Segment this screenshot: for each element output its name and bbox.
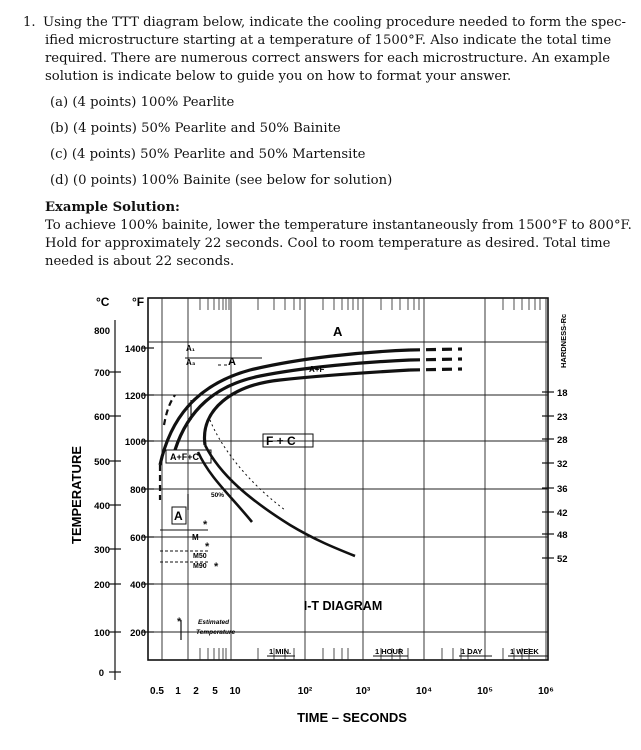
f-label-600: 600	[130, 533, 146, 544]
part-a: (a) (4 points) 100% Pearlite	[50, 95, 235, 110]
marker-1min: 1 MIN.	[269, 647, 292, 656]
x-tick-labels	[150, 686, 554, 697]
svg-text:*: *	[214, 561, 219, 573]
f-label-1000: 1000	[124, 437, 146, 448]
x-label-0-5: 0.5	[150, 686, 164, 697]
part-b: (b) (4 points) 50% Pearlite and 50% Bainite	[50, 121, 341, 136]
part-c: (c) (4 points) 50% Pearlite and 50% Martensite	[50, 147, 366, 162]
question-line-4: solution is indicate below to guide you on how to format your answer.	[45, 69, 512, 84]
label-a-top: A	[333, 324, 343, 339]
question-line-3: required. There are numerous correct answers for each microstructure. An example	[45, 51, 611, 66]
marker-1week: 1 WEEK	[510, 647, 539, 656]
marker-1hour: 1 HOUR	[375, 647, 404, 656]
example-line-2: Hold for approximately 22 seconds. Cool to room temperature as desired. Total time	[45, 236, 611, 251]
hardness-labels	[557, 388, 568, 565]
svg-text:*: *	[205, 541, 210, 553]
part-d: (d) (0 points) 100% Bainite (see below for solution)	[50, 173, 393, 188]
diagram-title: I-T DIAGRAM	[303, 599, 383, 613]
hrc-label-36: 36	[557, 484, 568, 495]
example-heading: Example Solution:	[45, 200, 180, 215]
c-label-400: 400	[94, 501, 110, 512]
x-label-2: 2	[193, 686, 199, 697]
x-label-5: 5	[212, 686, 218, 697]
x-label-1e6: 10⁶	[538, 686, 554, 697]
x-label-1e4: 10⁴	[415, 686, 433, 697]
finish-dashed	[410, 369, 462, 370]
x-axis-title: TIME – SECONDS	[297, 710, 407, 725]
f-label-1400: 1400	[124, 344, 146, 355]
label-fifty: 50%	[211, 492, 225, 499]
example-line-1: To achieve 100% bainite, lower the temperature instantaneously from 1500°F to 800°F.	[45, 218, 632, 233]
label-ms: M	[192, 533, 199, 542]
hrc-label-48: 48	[557, 530, 568, 541]
hrc-label-32: 32	[557, 459, 568, 470]
marker-1day: 1 DAY	[461, 647, 483, 656]
question-line-1: Using the TTT diagram below, indicate the cooling procedure needed to form the spec-	[43, 15, 626, 30]
x-label-1e3: 10³	[355, 686, 371, 697]
hrc-label-42: 42	[557, 508, 568, 519]
hrc-label-23: 23	[557, 412, 568, 423]
start-dashed	[410, 349, 462, 350]
label-a-low: A	[174, 509, 183, 523]
c-label-300: 300	[94, 545, 110, 556]
c-label-700: 700	[94, 368, 110, 379]
fifty-dashed	[410, 359, 462, 360]
celsius-unit: °C	[96, 295, 110, 309]
fahrenheit-labels	[125, 344, 146, 639]
c-label-200: 200	[94, 580, 110, 591]
hrc-label-28: 28	[557, 435, 568, 446]
estimated-note	[196, 619, 236, 636]
grid-horizontal	[148, 342, 548, 632]
x-label-1: 1	[175, 686, 181, 697]
temperature-word: Temperature	[196, 629, 236, 636]
x-label-1e5: 10⁵	[477, 686, 493, 697]
f-label-200: 200	[130, 628, 146, 639]
label-m50: M50	[193, 553, 207, 560]
x-label-10: 10	[229, 686, 241, 697]
c-label-500: 500	[94, 457, 110, 468]
label-a-mid: A	[228, 356, 236, 368]
label-afc: A+F+C	[170, 452, 200, 462]
x-label-1e2: 10²	[297, 686, 313, 697]
critical-temperature-lines	[185, 358, 262, 365]
estimated-word: Estimated	[198, 619, 230, 626]
label-m90: M90	[193, 563, 207, 570]
hrc-label-18: 18	[557, 388, 568, 399]
celsius-axis	[109, 320, 121, 680]
label-fc: F + C	[266, 434, 296, 448]
label-a3: A₃	[186, 358, 196, 367]
label-a1: A₁	[186, 344, 196, 353]
example-line-3: needed is about 22 seconds.	[45, 254, 235, 269]
svg-text:*: *	[203, 519, 208, 531]
c-label-0: 0	[98, 668, 104, 679]
label-af: A+F	[309, 365, 325, 374]
hrc-label-52: 52	[557, 554, 568, 565]
f-label-1200: 1200	[124, 391, 146, 402]
svg-text:*: *	[177, 616, 182, 628]
c-label-800: 800	[94, 326, 110, 337]
f-label-800: 800	[130, 485, 146, 496]
question-number: 1.	[23, 15, 36, 30]
c-label-100: 100	[94, 628, 110, 639]
y-axis-title: TEMPERATURE	[69, 446, 84, 544]
left-dashed-top	[164, 395, 175, 425]
time-markers	[269, 647, 539, 656]
celsius-labels	[94, 326, 110, 679]
hardness-title: HARDNESS-Rc	[559, 313, 568, 368]
f-label-400: 400	[130, 580, 146, 591]
bainite-start	[205, 445, 355, 556]
fahrenheit-unit: °F	[132, 295, 145, 309]
question-line-2: ified microstructure starting at a temperature of 1500°F. Also indicate the total time	[45, 33, 612, 48]
region-labels	[170, 324, 343, 570]
c-label-600: 600	[94, 412, 110, 423]
